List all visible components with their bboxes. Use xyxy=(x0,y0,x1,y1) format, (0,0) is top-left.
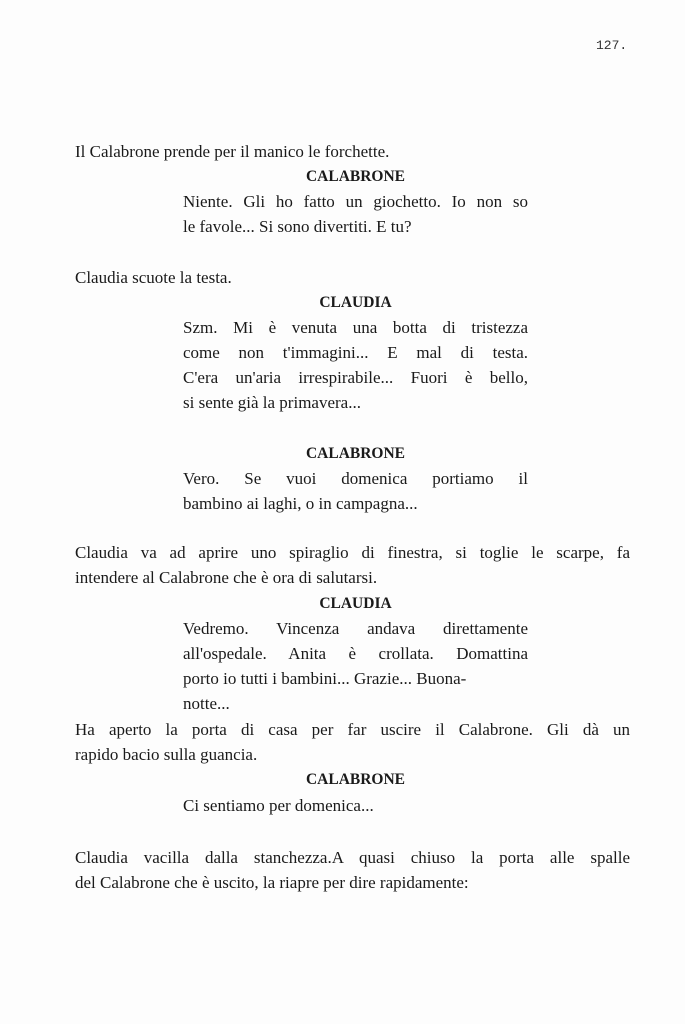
text-line: bambino ai laghi, o in campagna... xyxy=(183,494,418,513)
dialogue xyxy=(183,315,528,415)
text-line: Ci sentiamo per domenica... xyxy=(183,796,374,815)
action-line xyxy=(75,540,630,590)
text-line: del Calabrone che è uscito, la riapre per dire rapidamente: xyxy=(75,873,469,892)
text-line: si sente già la primavera... xyxy=(183,393,361,412)
text-line: notte... xyxy=(183,694,230,713)
text-line: Claudia vacilla dalla stanchezza.A quasi chiuso la porta alle spalle xyxy=(75,848,630,867)
character-name: CALABRONE xyxy=(305,168,406,185)
text-line: Szm. Mi è venuta una botta di tristezza xyxy=(183,318,528,337)
text-line: rapido bacio sulla guancia. xyxy=(75,745,258,764)
text-line: Ha aperto la porta di casa per far uscire il Calabrone. Gli dà un xyxy=(75,720,630,739)
text-line: le favole... Si sono divertiti. E tu? xyxy=(183,217,412,236)
character-name: CALABRONE xyxy=(305,771,406,788)
action-line xyxy=(75,717,630,767)
dialogue xyxy=(183,189,528,239)
text-line: porto io tutti i bambini... Grazie... Buona- xyxy=(183,669,467,688)
character-name: CLAUDIA xyxy=(319,294,392,311)
text-line: all'ospedale. Anita è crollata. Domattina xyxy=(183,644,528,663)
text-line: Vedremo. Vincenza andava direttamente xyxy=(183,619,528,638)
text-line: C'era un'aria irrespirabile... Fuori è bello, xyxy=(183,368,528,387)
text-line: come non t'immagini... E mal di testa. xyxy=(183,343,528,362)
page-number: 127. xyxy=(596,38,628,53)
dialogue xyxy=(183,793,528,818)
character-name: CALABRONE xyxy=(305,445,406,462)
text-line: Niente. Gli ho fatto un giochetto. Io non so xyxy=(183,192,528,211)
character-name: CLAUDIA xyxy=(319,595,392,612)
action-line xyxy=(75,265,630,290)
text-line: Vero. Se vuoi domenica portiamo il xyxy=(183,469,528,488)
text-line: intendere al Calabrone che è ora di salutarsi. xyxy=(75,568,378,587)
dialogue xyxy=(183,466,528,516)
text-line: Claudia va ad aprire uno spiraglio di finestra, si toglie le scarpe, fa xyxy=(75,543,630,562)
dialogue xyxy=(183,616,528,716)
action-line xyxy=(75,845,630,895)
text-line: Il Calabrone prende per il manico le forchette. xyxy=(75,142,390,161)
action-line xyxy=(75,139,630,164)
text-line: Claudia scuote la testa. xyxy=(75,268,232,287)
